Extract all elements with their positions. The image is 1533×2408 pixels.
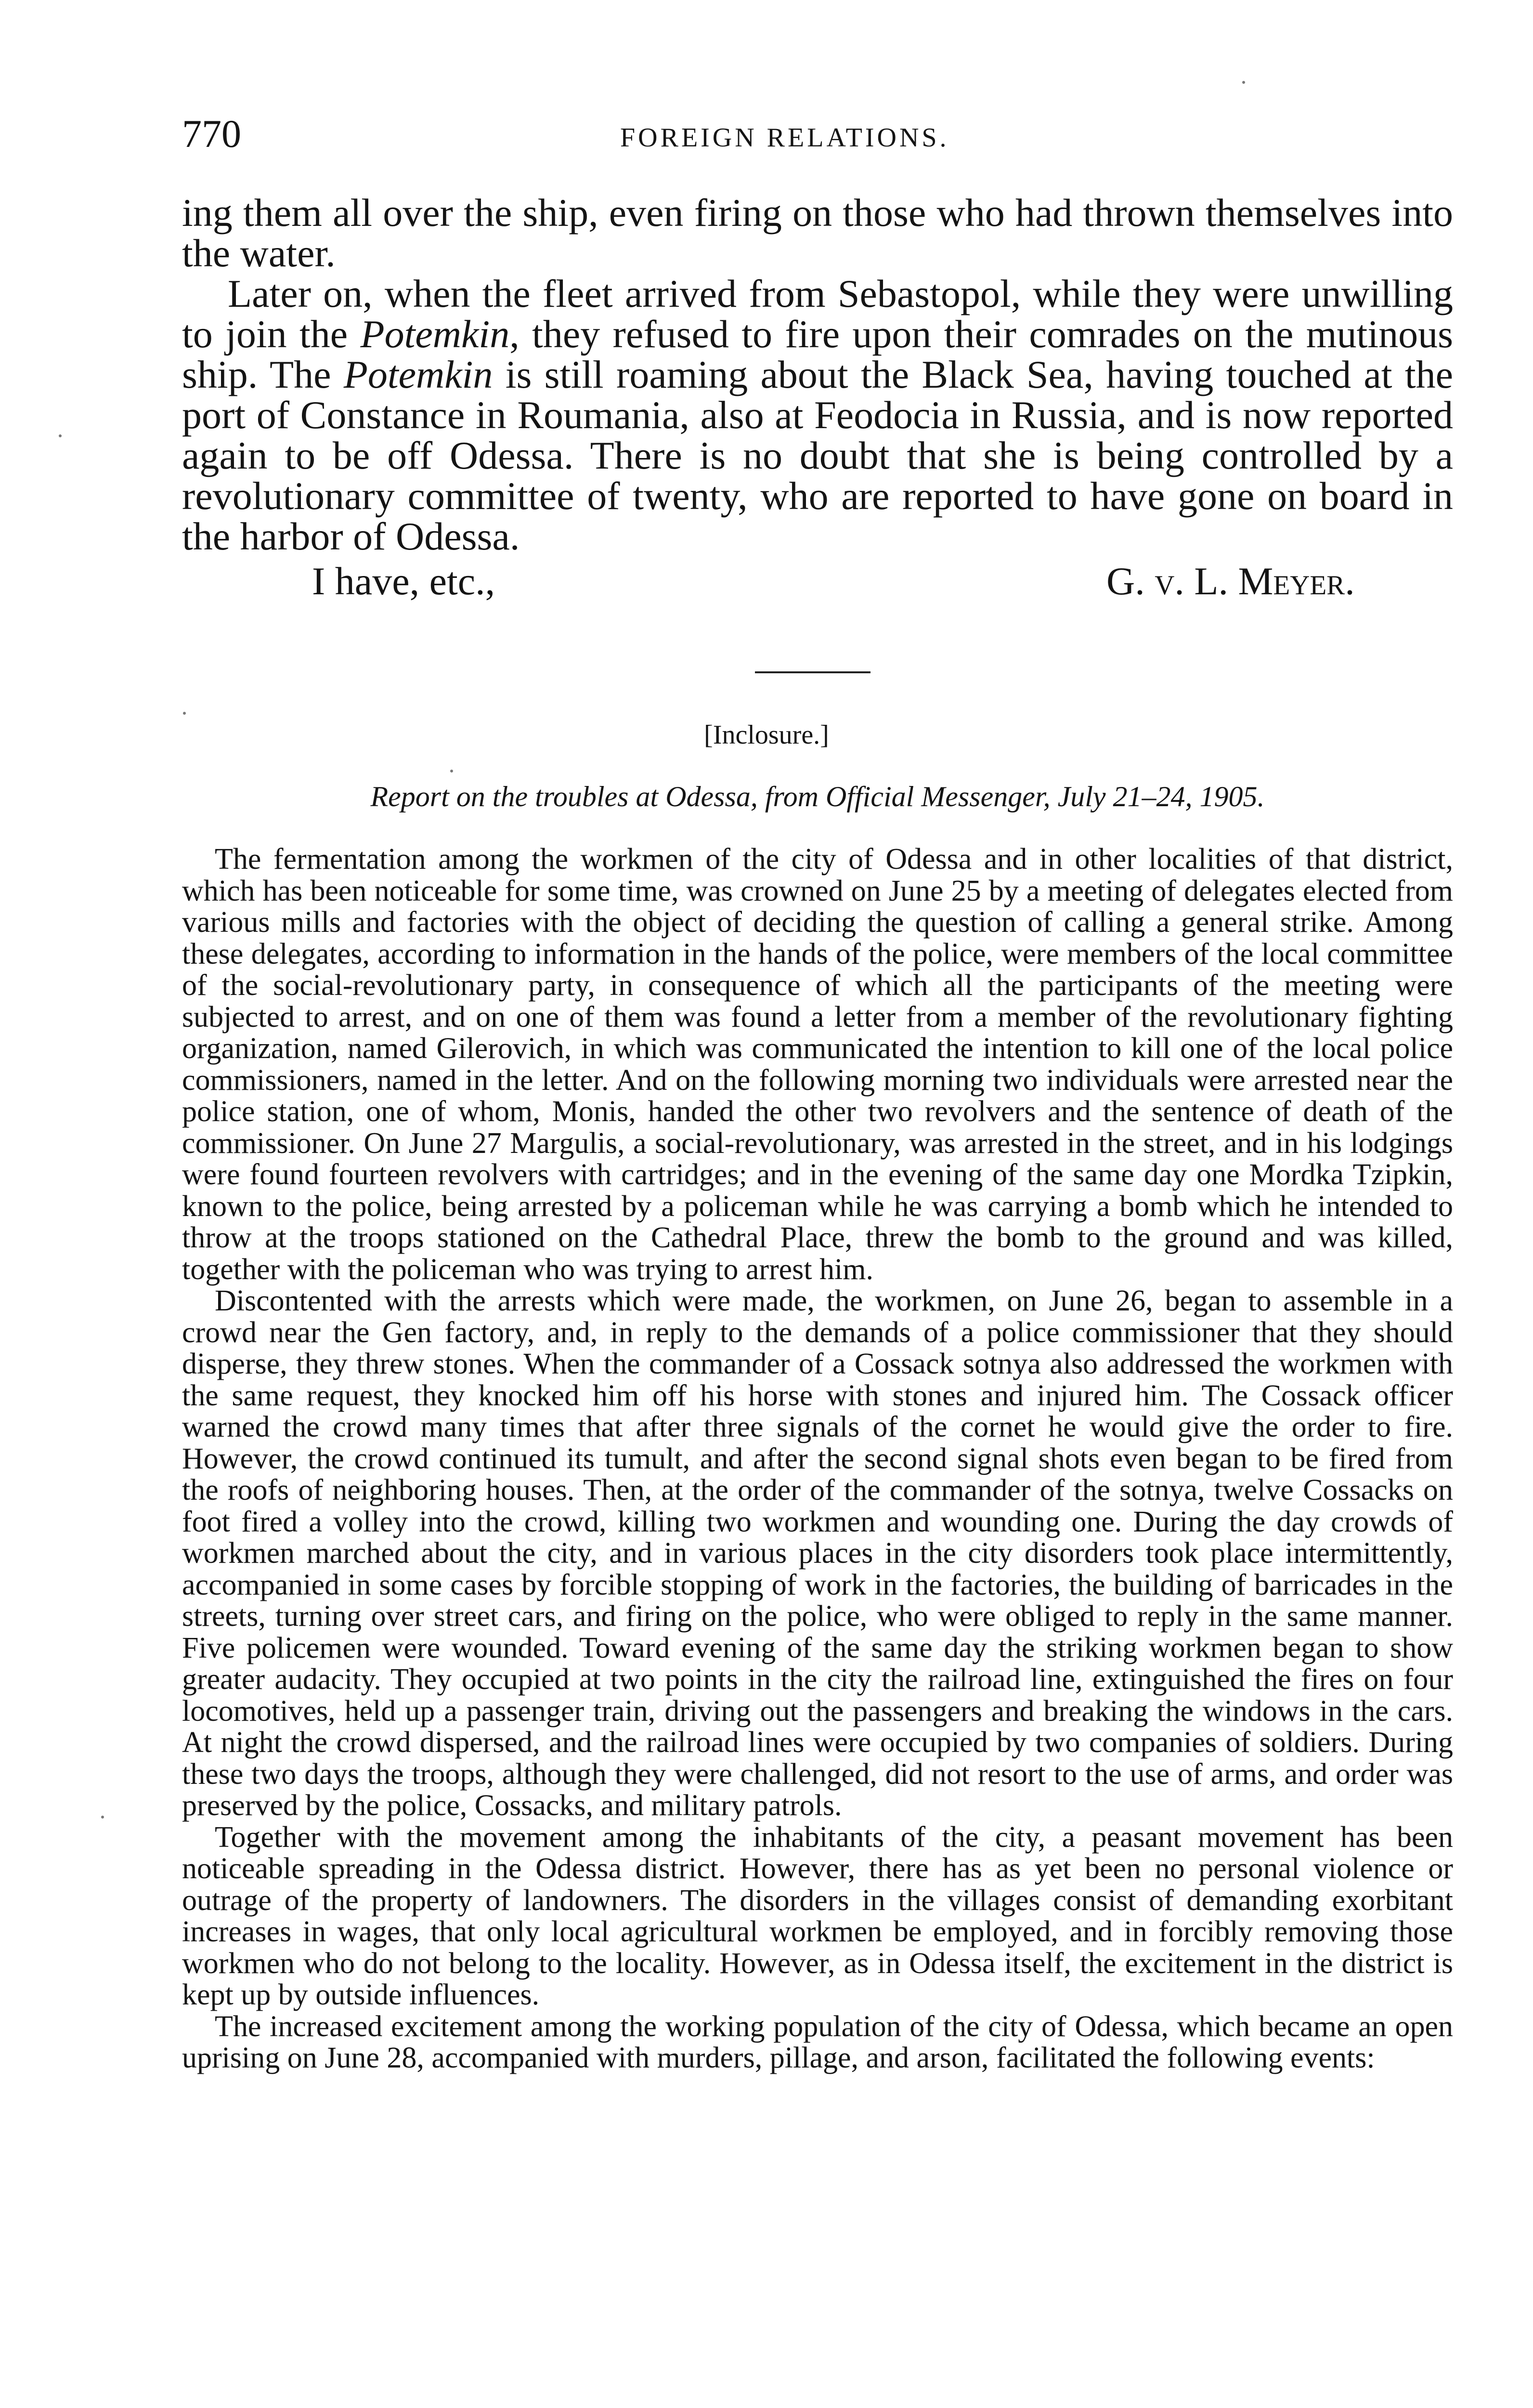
ship-name: Potemkin (360, 312, 510, 356)
inclosure-label: [Inclosure.] (704, 720, 829, 750)
paper-speck (1242, 81, 1245, 84)
report-paragraph: Discontented with the arrests which were made, the workmen, on June 26, began to assemble in a crowd near the Gen factory, and, in reply to the demands of a police commissioner that they should disperse, they threw stones. When the commander of a Cossack sotnya also addressed the workmen with the same request, they knocked him off his horse with stones and injured him. The Cossack officer warned the crowd many times that after three signals of the cornet he would give the order to fire. However, the crowd continued its tumult, and after the second signal shots even began to be fired from the roofs of neighboring houses. Then, at the order of the commander of the sotnya, twelve Cossacks on foot fired a volley into the crowd, killing two workmen and wounding one. During the day crowds of workmen marched about the city, and in various places in the city disorders took place intermittently, accompanied in some cases by forcible stopping of work in the factories, the building of barricades in the streets, turning over street cars, and firing on the police, who were obliged to reply in the same manner. Five policemen were wounded. Toward evening of the same day the striking workmen began to show greater audacity. They occupied at two points in the city the railroad line, extinguished the fires on four locomotives, held up a passenger train, driving out the passengers and breaking the windows in the cars. At night the crowd dispersed, and the railroad lines were occupied by two companies of soldiers. During these two days the troops, although they were challenged, did not resort to the use of arms, and order was preserved by the police, Cossacks, and military patrols. (182, 1284, 1453, 1822)
report-title: Report on the troubles at Odessa, from Official Messenger, July 21–24, 1905. (370, 781, 1265, 812)
letter-text: Later on, when the fleet arrived from Sebastopol, while they were unwilling to join the (182, 272, 1453, 356)
complimentary-close: I have, etc., (312, 559, 495, 603)
letter-text: is still roaming about the Black Sea, having touched at the port of Constance in Roumania, also at Feodocia in Russia, and is now reported again to be off Odessa. There is no doubt that she is being controlled by a revolutionary committee of twenty, who are reported to have gone on board in the harbor of Odessa. (182, 353, 1454, 558)
letter-paragraph: ing them all over the ship, even firing on those who had thrown themselves into the water. (182, 191, 1453, 275)
paper-speck (450, 770, 453, 772)
section-divider (755, 671, 870, 673)
letter-paragraph (182, 274, 1453, 557)
report-paragraph: The fermentation among the workmen of the city of Odessa and in other localities of that district, which has been noticeable for some time, was crowned on June 25 by a meeting of delegates elected from various mills and factories with the object of deciding the question of calling a general strike. Among these delegates, according to information in the hands of the police, were members of the local committee of the social-revolutionary party, in consequence of which all the participants of the meeting were subjected to arrest, and on one of them was found a letter from a member of the revolutionary fighting organization, named Gilerovich, in which was communicated the intention to kill one of the local police commissioners, named in the letter. And on the following morning two individuals were arrested near the police station, one of whom, Monis, handed the other two revolvers and the sentence of death of the commissioner. On June 27 Margulis, a social-revolutionary, was arrested in the street, and in his lodgings were found fourteen revolvers with cartridges; and in the evening of the same day one Mordka Tzipkin, known to the police, being arrested by a policeman while he was carrying a bomb which he intended to throw at the troops stationed on the Cathedral Place, threw the bomb to the ground and was killed, together with the policeman who was trying to arrest him. (182, 843, 1453, 1286)
running-title: FOREIGN RELATIONS. (620, 123, 949, 153)
report-paragraph: The increased excitement among the working population of the city of Odessa, which became an open uprising on June 28, accompanied with murders, pillage, and arson, facilitated the following events: (182, 2010, 1453, 2074)
letter-text: , they refused to fire upon their comrades on the mutinous ship. The (182, 312, 1453, 396)
letter-body (182, 193, 1453, 605)
paper-speck (183, 712, 186, 715)
signature: G. v. L. Meyer. (1106, 559, 1355, 603)
report-body (182, 844, 1453, 2074)
letter-closing (182, 559, 1453, 605)
page-header (182, 110, 1458, 168)
paper-speck (59, 434, 62, 437)
page-number: 770 (182, 112, 241, 156)
paper-speck (101, 1816, 104, 1819)
report-paragraph: Together with the movement among the inhabitants of the city, a peasant movement has been noticeable spreading in the Odessa district. However, there has as yet been no personal violence or outrage of the property of landowners. The disorders in the villages consist of demanding exorbitant increases in wages, that only local agricultural workmen be employed, and in forcibly removing those workmen who do not belong to the locality. However, as in Odessa itself, the excitement in the district is kept up by outside influences. (182, 1820, 1453, 2011)
ship-name: Potemkin (343, 353, 493, 396)
